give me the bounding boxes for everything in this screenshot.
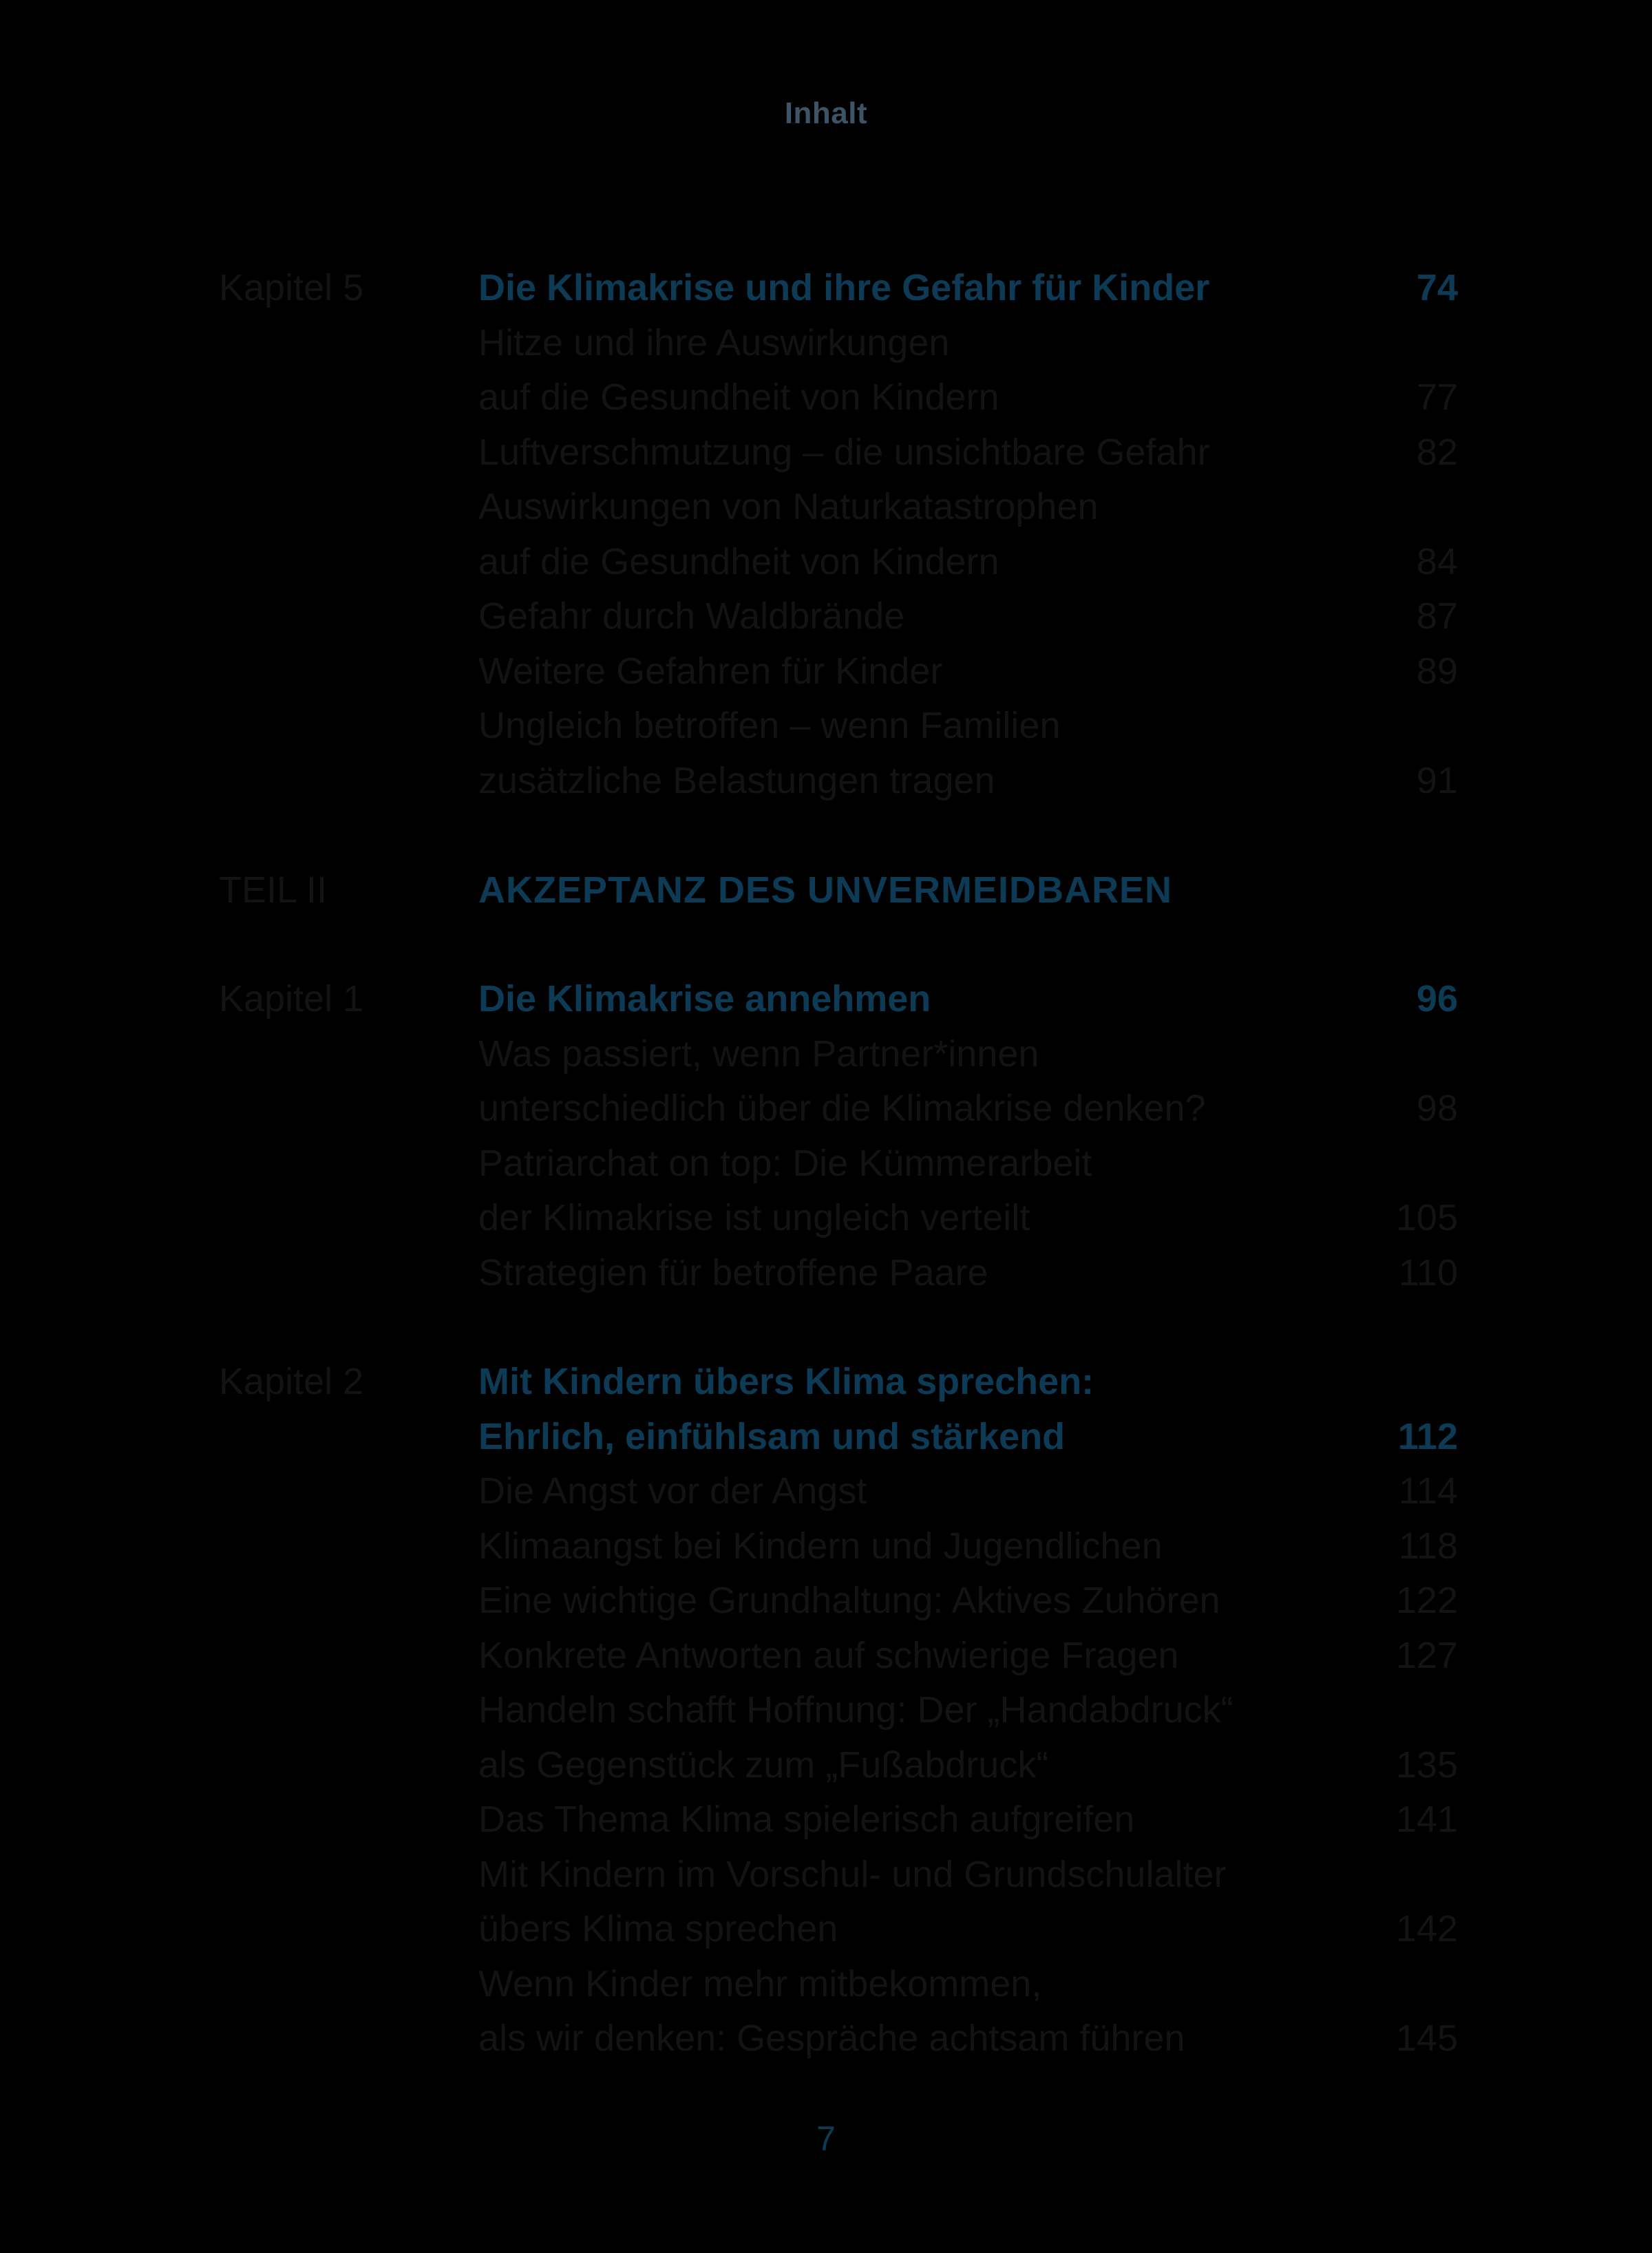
entry-title: Die Angst vor der Angst [478,1470,867,1512]
page-number: 82 [1416,432,1458,473]
page-number: 141 [1395,1799,1458,1840]
page-number: 98 [1416,1088,1458,1129]
entry-title: Auswirkungen von Naturkatastrophen [478,486,1099,527]
toc-entry[interactable] [0,644,1652,699]
entry-title: Was passiert, wenn Partner*innen [478,1033,1039,1075]
toc-entry[interactable] [0,1463,1652,1519]
page-number: 77 [1416,377,1458,418]
entry-title: Mit Kindern im Vorschul- und Grundschulalter [478,1854,1227,1895]
toc-entry[interactable] [0,1190,1652,1245]
entry-title: Die Klimakrise und ihre Gefahr für Kinder [478,267,1210,308]
toc-entry-chapter[interactable] [0,1354,1652,1409]
chapter-label: Kapitel 5 [219,267,364,308]
toc-entry[interactable] [0,1519,1652,1574]
page-number: 74 [1416,267,1458,308]
chapter-label: Kapitel 2 [219,1361,364,1402]
entry-title: zusätzliche Belastungen tragen [478,760,995,801]
entry-title: übers Klima sprechen [478,1908,838,1949]
entry-title: Gefahr durch Waldbrände [478,595,905,637]
entry-title: Ehrlich, einfühlsam und stärkend [478,1416,1066,1457]
toc-entry[interactable] [0,534,1652,589]
entry-title: Das Thema Klima spielerisch aufgreifen [478,1799,1135,1840]
toc-entry[interactable] [0,479,1652,534]
toc-entry[interactable] [0,315,1652,370]
toc-entry[interactable] [0,1956,1652,2011]
page-number: 96 [1416,978,1458,1019]
entry-title: Handeln schafft Hoffnung: Der „Handabdruck“ [478,1689,1233,1731]
page-folio: 7 [816,2119,836,2158]
entry-title: Luftverschmutzung – die unsichtbare Gefahr [478,432,1210,473]
toc-entry-chapter[interactable] [0,260,1652,315]
page-number: 127 [1395,1635,1458,1676]
toc-entry[interactable] [0,1847,1652,1902]
entry-title: Die Klimakrise annehmen [478,978,931,1019]
entry-title: als wir denken: Gespräche achtsam führen [478,2018,1185,2059]
toc-entry[interactable] [0,370,1652,425]
entry-title: Patriarchat on top: Die Kümmerarbeit [478,1143,1092,1184]
page-number: 145 [1395,2018,1458,2059]
entry-title: Strategien für betroffene Paare [478,1252,988,1293]
toc-entry-chapter[interactable] [0,971,1652,1026]
toc-entry[interactable] [0,1737,1652,1792]
toc-entry[interactable] [0,589,1652,644]
page-number: 135 [1395,1744,1458,1786]
toc-entry[interactable] [0,1682,1652,1737]
toc-entry[interactable] [0,2011,1652,2066]
toc-entry[interactable] [0,753,1652,808]
entry-title: Wenn Kinder mehr mitbekommen, [478,1963,1042,2005]
entry-title: auf die Gesundheit von Kindern [478,541,999,582]
page-number: 122 [1395,1580,1458,1621]
part-label: TEIL II [219,869,328,911]
page-number: 91 [1416,760,1458,801]
entry-title: Eine wichtige Grundhaltung: Aktives Zuhören [478,1580,1220,1621]
part-title: AKZEPTANZ DES UNVERMEIDBAREN [478,869,1173,911]
toc-entry[interactable] [0,698,1652,753]
toc-entry[interactable] [0,1901,1652,1956]
toc-entry-chapter-continued[interactable] [0,1409,1652,1464]
toc-entry[interactable] [0,425,1652,480]
entry-title: Weitere Gefahren für Kinder [478,650,943,692]
page-number: 118 [1398,1525,1458,1567]
page-number: 105 [1395,1197,1458,1238]
toc-entry[interactable] [0,1628,1652,1683]
entry-title: Hitze und ihre Auswirkungen [478,322,950,363]
toc-entry[interactable] [0,1245,1652,1300]
entry-title: auf die Gesundheit von Kindern [478,377,999,418]
page-number: 142 [1395,1908,1458,1949]
chapter-label: Kapitel 1 [219,978,364,1019]
entry-title: unterschiedlich über die Klimakrise denken? [478,1088,1206,1129]
toc-entry[interactable] [0,1026,1652,1081]
entry-title: Mit Kindern übers Klima sprechen: [478,1361,1094,1402]
toc-entry[interactable] [0,1573,1652,1628]
page-number: 84 [1416,541,1458,582]
page-number: 110 [1398,1252,1458,1293]
page-number: 89 [1416,650,1458,692]
toc-part-heading[interactable] [0,863,1652,918]
page-number: 87 [1416,595,1458,637]
toc-entry[interactable] [0,1792,1652,1847]
entry-title: Klimaangst bei Kindern und Jugendlichen [478,1525,1163,1567]
page-number: 114 [1398,1470,1458,1512]
page-number: 112 [1397,1416,1458,1457]
entry-title: Konkrete Antworten auf schwierige Fragen [478,1635,1179,1676]
running-head: Inhalt [784,96,868,130]
toc-entry[interactable] [0,1081,1652,1136]
entry-title: der Klimakrise ist ungleich verteilt [478,1197,1030,1238]
entry-title: als Gegenstück zum „Fußabdruck“ [478,1744,1049,1786]
toc-entry[interactable] [0,1136,1652,1191]
entry-title: Ungleich betroffen – wenn Familien [478,705,1061,746]
